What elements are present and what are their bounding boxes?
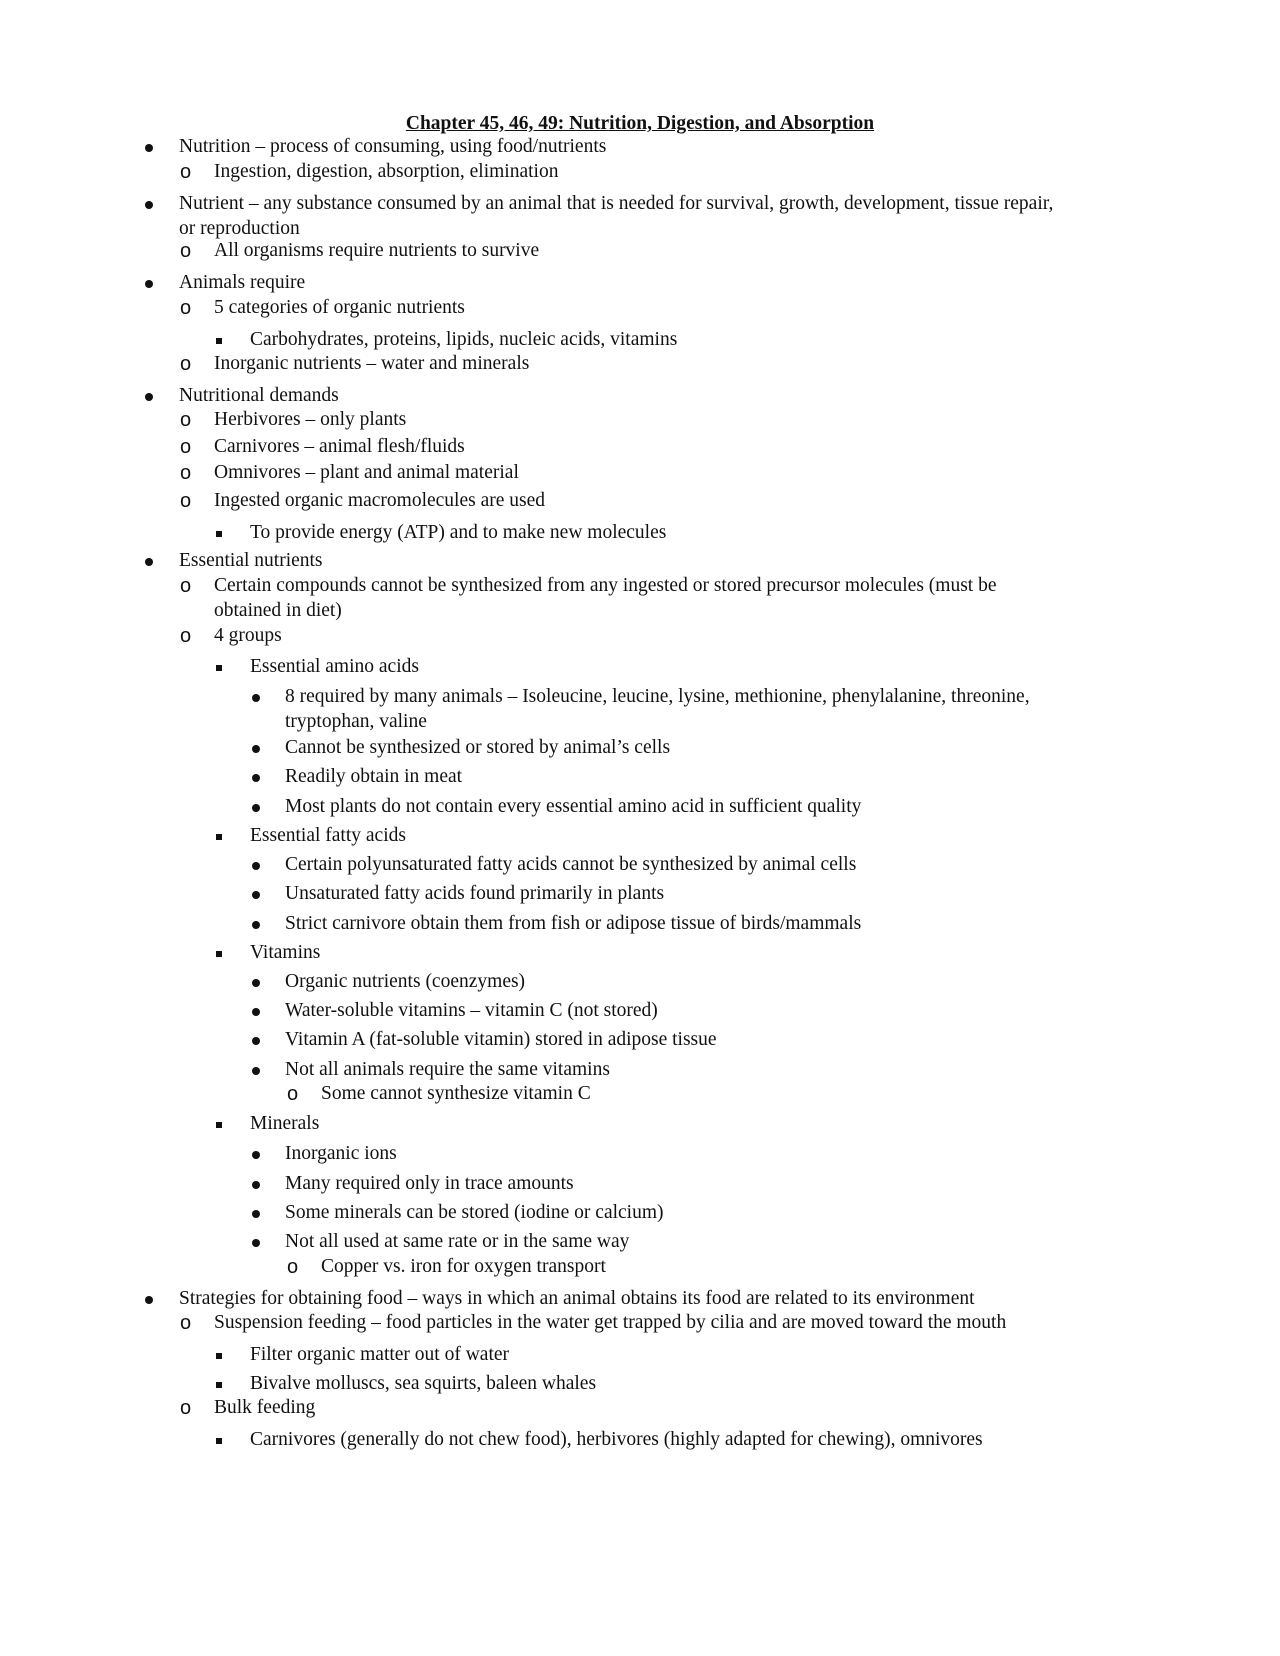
bullet-square-icon: [216, 951, 222, 957]
list-item-text: Herbivores – only plants: [214, 409, 407, 430]
list-item-text: Ingestion, digestion, absorption, elimination: [214, 161, 559, 182]
list-item-text: Suspension feeding – food particles in the water get trapped by cilia and are moved toward the mouth: [214, 1312, 1007, 1333]
bullet-disc-icon: [252, 774, 260, 782]
bullet-circle-icon: o: [180, 409, 192, 431]
bullet-square-icon: [216, 531, 222, 537]
list-item-text: Essential fatty acids: [250, 825, 406, 846]
list-item-text: 8 required by many animals – Isoleucine, leucine, lysine, methionine, phenylalanine, threonine, tryptophan, valine: [285, 686, 1030, 732]
list-item-text: Copper vs. iron for oxygen transport: [321, 1256, 606, 1277]
list-item-text: Omnivores – plant and animal material: [214, 462, 519, 483]
list-item-text: Certain polyunsaturated fatty acids cannot be synthesized by animal cells: [285, 854, 857, 875]
bullet-square-icon: [216, 1382, 222, 1388]
bullet-circle-icon: o: [180, 436, 192, 458]
bullet-disc-icon: [145, 393, 153, 401]
list-item-text: Certain compounds cannot be synthesized from any ingested or stored precursor molecules (must be obtained in diet): [214, 575, 997, 621]
list-item-text: Nutrient – any substance consumed by an animal that is needed for survival, growth, development, tissue repair, or reproduction: [179, 193, 1054, 239]
list-item-text: Strict carnivore obtain them from fish or adipose tissue of birds/mammals: [285, 913, 862, 934]
bullet-disc-icon: [252, 1037, 260, 1045]
list-item-text: Filter organic matter out of water: [250, 1344, 510, 1365]
bullet-disc-icon: [252, 891, 260, 899]
bullet-circle-icon: o: [180, 625, 192, 647]
list-item-text: Bulk feeding: [214, 1397, 316, 1418]
list-item-text: Bivalve molluscs, sea squirts, baleen whales: [250, 1373, 597, 1394]
list-item-text: Not all animals require the same vitamins: [285, 1059, 610, 1080]
bullet-disc-icon: [252, 804, 260, 812]
list-item-text: Water-soluble vitamins – vitamin C (not stored): [285, 1000, 658, 1021]
page-title: Chapter 45, 46, 49: Nutrition, Digestion, and Absorption: [405, 113, 875, 134]
bullet-circle-icon: o: [287, 1083, 299, 1105]
bullet-circle-icon: o: [180, 1312, 192, 1334]
list-item-text: Strategies for obtaining food – ways in which an animal obtains its food are related to its environment: [179, 1288, 975, 1309]
list-item-text: Inorganic ions: [285, 1143, 397, 1164]
bullet-disc-icon: [252, 1067, 260, 1075]
list-item-text: 4 groups: [214, 625, 282, 646]
list-item-text: Some cannot synthesize vitamin C: [321, 1083, 591, 1104]
list-item-text: Vitamin A (fat-soluble vitamin) stored in adipose tissue: [285, 1029, 717, 1050]
bullet-disc-icon: [252, 1151, 260, 1159]
list-item-text: Most plants do not contain every essential amino acid in sufficient quality: [285, 796, 862, 817]
list-item-text: 5 categories of organic nutrients: [214, 297, 465, 318]
bullet-disc-icon: [145, 144, 153, 152]
list-item-text: Cannot be synthesized or stored by animal’s cells: [285, 737, 671, 758]
list-item-text: Inorganic nutrients – water and minerals: [214, 353, 530, 374]
bullet-disc-icon: [252, 979, 260, 987]
bullet-disc-icon: [145, 1296, 153, 1304]
bullet-disc-icon: [252, 1181, 260, 1189]
list-item-text: Carnivores – animal flesh/fluids: [214, 436, 465, 457]
list-item-text: Essential nutrients: [179, 550, 323, 571]
list-item-text: Essential amino acids: [250, 656, 419, 677]
list-item-text: Some minerals can be stored (iodine or calcium): [285, 1202, 664, 1223]
list-item-text: Animals require: [179, 272, 306, 293]
bullet-circle-icon: o: [180, 240, 192, 262]
bullet-disc-icon: [252, 1239, 260, 1247]
list-item-text: Not all used at same rate or in the same way: [285, 1231, 630, 1252]
list-item-text: To provide energy (ATP) and to make new molecules: [250, 522, 667, 543]
bullet-circle-icon: o: [180, 1397, 192, 1419]
list-item-text: Organic nutrients (coenzymes): [285, 971, 526, 992]
bullet-disc-icon: [252, 1008, 260, 1016]
bullet-circle-icon: o: [180, 353, 192, 375]
list-item-text: Ingested organic macromolecules are used: [214, 490, 546, 511]
list-item-text: Carnivores (generally do not chew food), herbivores (highly adapted for chewing), omnivores: [250, 1429, 983, 1450]
bullet-square-icon: [216, 338, 222, 344]
bullet-square-icon: [216, 665, 222, 671]
list-item-text: Carbohydrates, proteins, lipids, nucleic acids, vitamins: [250, 329, 678, 350]
list-item-text: Minerals: [250, 1113, 320, 1134]
list-item-text: Unsaturated fatty acids found primarily in plants: [285, 883, 665, 904]
list-item-text: Many required only in trace amounts: [285, 1173, 574, 1194]
bullet-square-icon: [216, 1122, 222, 1128]
bullet-disc-icon: [145, 201, 153, 209]
bullet-disc-icon: [145, 558, 153, 566]
list-item-text: Vitamins: [250, 942, 321, 963]
list-item-text: Readily obtain in meat: [285, 766, 463, 787]
bullet-circle-icon: o: [180, 462, 192, 484]
bullet-disc-icon: [252, 745, 260, 753]
list-item-text: Nutrition – process of consuming, using food/nutrients: [179, 136, 607, 157]
bullet-circle-icon: o: [180, 161, 192, 183]
bullet-circle-icon: o: [180, 575, 192, 597]
bullet-circle-icon: o: [180, 490, 192, 512]
list-item-text: All organisms require nutrients to survive: [214, 240, 540, 261]
bullet-square-icon: [216, 1438, 222, 1444]
bullet-circle-icon: o: [287, 1256, 299, 1278]
bullet-disc-icon: [252, 1210, 260, 1218]
list-item-text: Nutritional demands: [179, 385, 339, 406]
bullet-circle-icon: o: [180, 297, 192, 319]
bullet-square-icon: [216, 834, 222, 840]
bullet-disc-icon: [145, 280, 153, 288]
bullet-disc-icon: [252, 862, 260, 870]
bullet-disc-icon: [252, 694, 260, 702]
bullet-square-icon: [216, 1353, 222, 1359]
bullet-disc-icon: [252, 921, 260, 929]
